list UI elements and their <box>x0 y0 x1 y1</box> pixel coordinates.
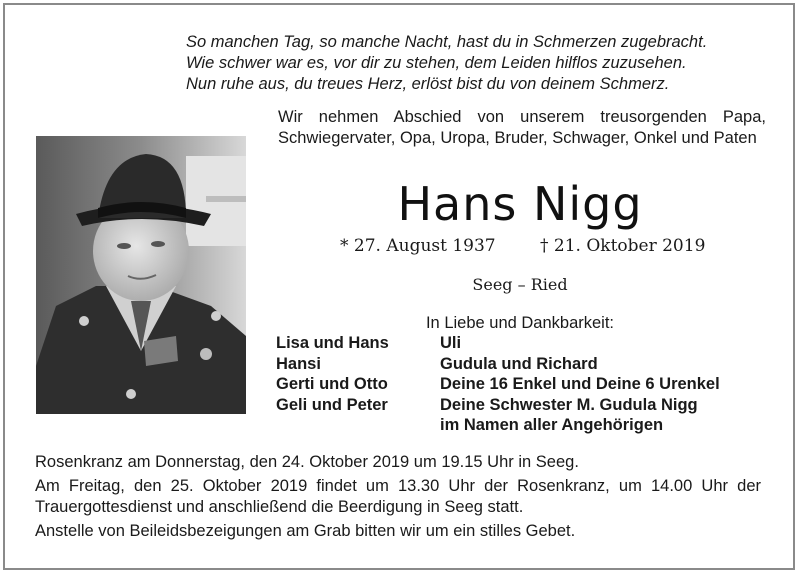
birth-date: * 27. August 1937 <box>340 236 496 256</box>
mourner-name: Uli <box>440 334 462 352</box>
poem-line: So manchen Tag, so manche Nacht, hast du in Schmerzen zugebracht. <box>186 33 708 51</box>
announcement-rosary: Rosenkranz am Donnerstag, den 24. Oktober 2019 um 19.15 Uhr in Seeg. <box>35 453 579 471</box>
farewell-intro: Wir nehmen Abschied von unserem treusorgenden Papa, Schwiegervater, Opa, Uropa, Bruder, Schwager, Onkel und Paten <box>278 108 766 147</box>
portrait-photo <box>36 136 246 414</box>
memorial-poem <box>186 32 786 95</box>
mourner-name: Geli und Peter <box>276 395 388 414</box>
mourner-name: Lisa und Hans <box>276 334 389 352</box>
mourner-name: Gerti und Otto <box>276 375 388 393</box>
deceased-name: Hans Nigg <box>397 177 643 231</box>
mourner-name: Deine Schwester M. Gudula Nigg <box>440 395 698 414</box>
mourners-heading: In Liebe und Dankbarkeit: <box>425 314 615 332</box>
announcement-prayer: Anstelle von Beileidsbezeigungen am Grab bitten wir um ein stilles Gebet. <box>35 521 576 540</box>
mourners-right-column <box>440 333 720 436</box>
portrait-illustration <box>36 136 246 414</box>
poem-line: Nun ruhe aus, du treues Herz, erlöst bist du von deinem Schmerz. <box>186 75 670 93</box>
poem-line: Wie schwer war es, vor dir zu stehen, dem Leiden hilflos zuzusehen. <box>186 54 687 72</box>
mourners-left-column <box>276 333 389 415</box>
announcement-funeral: Am Freitag, den 25. Oktober 2019 findet um 13.30 Uhr der Rosenkranz, um 14.00 Uhr der Trauergottesdienst und anschließend die Beerdigung in Seeg statt. <box>35 476 761 516</box>
mourner-name: Gudula und Richard <box>440 354 598 373</box>
hometown: Seeg – Ried <box>472 275 568 294</box>
mourner-name: im Namen aller Angehörigen <box>440 416 664 434</box>
death-date: † 21. Oktober 2019 <box>540 236 706 256</box>
mourner-name: Deine 16 Enkel und Deine 6 Urenkel <box>440 375 720 393</box>
mourner-name: Hansi <box>276 354 321 373</box>
service-announcements <box>35 452 761 542</box>
